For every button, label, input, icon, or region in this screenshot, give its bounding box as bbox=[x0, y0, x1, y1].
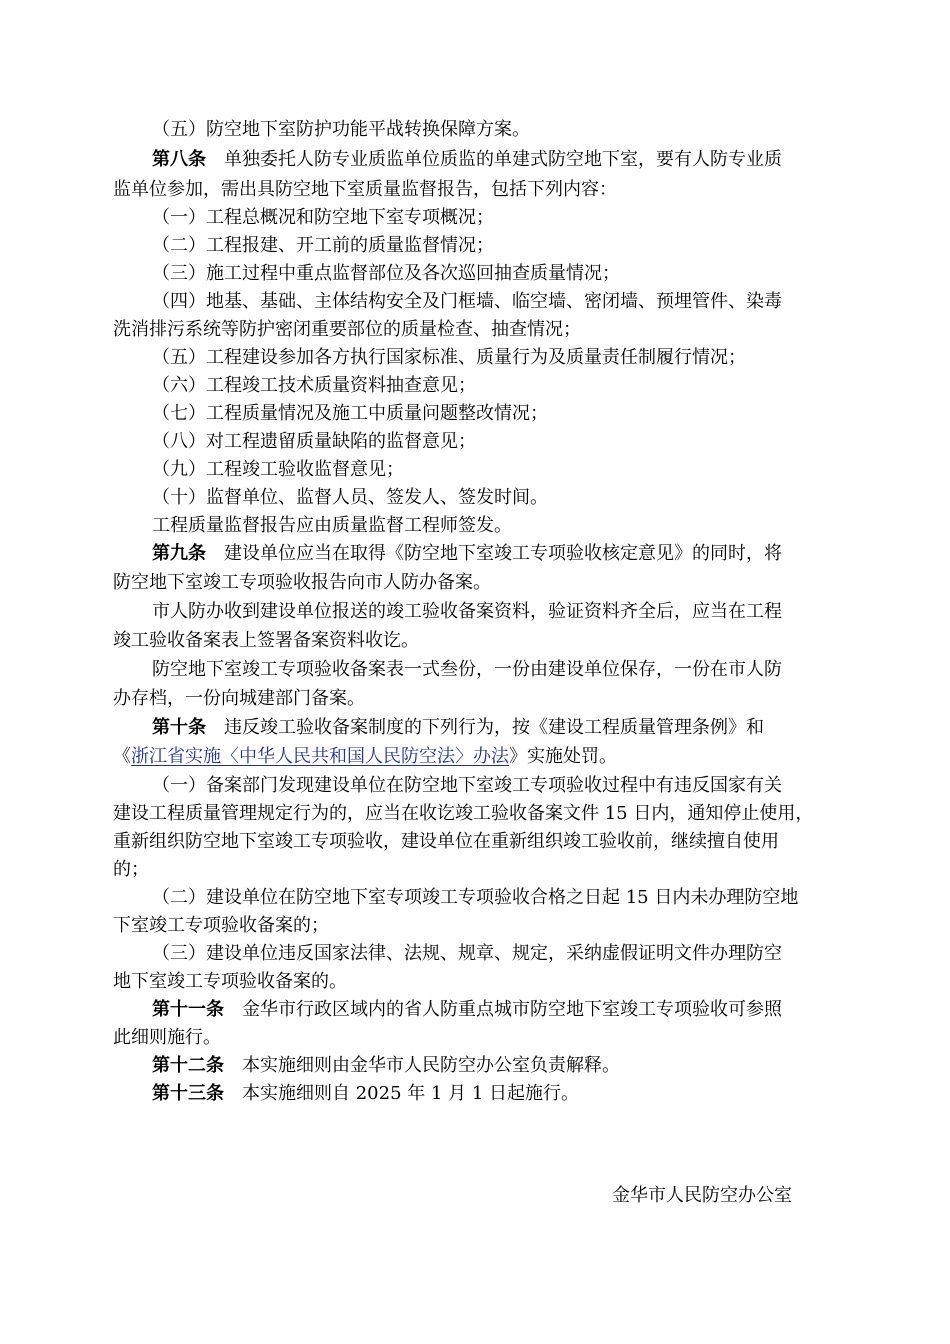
article-9-para-3-continuation: 办存档，一份向城建部门备案。 bbox=[113, 688, 365, 709]
article-8-item-1: （一）工程总概况和防空地下室专项概况； bbox=[152, 207, 494, 228]
article-8-first-line bbox=[152, 148, 872, 172]
article-13-text: 本实施细则自 2025 年 1 月 1 日起施行。 bbox=[242, 1083, 580, 1104]
article-8-item-5: （五）工程建设参加各方执行国家标准、质量行为及质量责任制履行情况； bbox=[152, 347, 746, 368]
article-11-continuation: 此细则施行。 bbox=[113, 1027, 221, 1048]
article-13-heading: 第十三条 bbox=[152, 1083, 224, 1104]
article-12-heading: 第十二条 bbox=[152, 1055, 224, 1076]
article-10-item-1-line-4: 的； bbox=[113, 859, 149, 880]
article-10-item-2-continuation: 下室竣工专项验收备案的； bbox=[113, 915, 329, 936]
article-8-item-6: （六）工程竣工技术质量资料抽查意见； bbox=[152, 375, 476, 396]
article-8-text: 单独委托人防专业质监单位质监的单建式防空地下室，要有人防专业质 bbox=[224, 149, 782, 170]
article-13-line bbox=[152, 1082, 872, 1106]
article-8-item-4: （四）地基、基础、主体结构安全及门框墙、临空墙、密闭墙、预埋管件、染毒 bbox=[152, 291, 782, 312]
article-10-item-3: （三）建设单位违反国家法律、法规、规章、规定，采纳虚假证明文件办理防空 bbox=[152, 943, 782, 964]
article-9-heading: 第九条 bbox=[152, 543, 206, 564]
regulation-link[interactable]: 浙江省实施〈中华人民共和国人民防空法〉办法 bbox=[131, 746, 509, 767]
article-8-item-3: （三）施工过程中重点监督部位及各次巡回抽查质量情况； bbox=[152, 263, 620, 284]
article-10-item-3-continuation: 地下室竣工专项验收备案的。 bbox=[113, 971, 347, 992]
article-10-continuation bbox=[113, 745, 833, 769]
article-10-text: 违反竣工验收备案制度的下列行为，按《建设工程质量管理条例》和 bbox=[224, 717, 764, 738]
article-12-line bbox=[152, 1054, 872, 1078]
issuer-signature: 金华市人民防空办公室 bbox=[612, 1185, 792, 1206]
article-8-item-10: （十）监督单位、监督人员、签发人、签发时间。 bbox=[152, 487, 548, 508]
article-10-heading: 第十条 bbox=[152, 717, 206, 738]
article-8-continuation: 监单位参加，需出具防空地下室质量监督报告，包括下列内容： bbox=[113, 179, 617, 200]
article-9-para-3: 防空地下室竣工专项验收备案表一式叁份，一份由建设单位保存，一份在市人防 bbox=[152, 659, 782, 680]
article-8-closing: 工程质量监督报告应由质量监督工程师签发。 bbox=[152, 515, 512, 536]
article-10-item-2: （二）建设单位在防空地下室专项竣工专项验收合格之日起 15 日内未办理防空地 bbox=[152, 887, 799, 908]
article-10-rest: 》实施处罚。 bbox=[509, 746, 617, 767]
article-8-item-8: （八）对工程遗留质量缺陷的监督意见； bbox=[152, 431, 476, 452]
article-12-text: 本实施细则由金华市人民防空办公室负责解释。 bbox=[242, 1055, 620, 1076]
article-8-item-2: （二）工程报建、开工前的质量监督情况； bbox=[152, 235, 494, 256]
article-8-item-4-continuation: 洗消排污系统等防护密闭重要部位的质量检查、抽查情况； bbox=[113, 319, 581, 340]
article-11-first-line bbox=[152, 998, 872, 1022]
article-8-item-7: （七）工程质量情况及施工中质量问题整改情况； bbox=[152, 403, 548, 424]
article-9-para-2: 市人防办收到建设单位报送的竣工验收备案资料，验证资料齐全后，应当在工程 bbox=[152, 601, 782, 622]
article-10-bracket: 《 bbox=[113, 746, 131, 767]
article-11-text: 金华市行政区域内的省人防重点城市防空地下室竣工专项验收可参照 bbox=[242, 999, 782, 1020]
article-11-heading: 第十一条 bbox=[152, 999, 224, 1020]
article-9-continuation: 防空地下室竣工专项验收报告向市人防办备案。 bbox=[113, 572, 491, 593]
article-8-item-9: （九）工程竣工验收监督意见； bbox=[152, 459, 404, 480]
clause-7-item-5: （五）防空地下室防护功能平战转换保障方案。 bbox=[152, 119, 530, 140]
article-10-item-1-line-2: 建设工程质量管理规定行为的，应当在收讫竣工验收备案文件 15 日内，通知停止使用， bbox=[113, 803, 814, 824]
article-8-heading: 第八条 bbox=[152, 149, 206, 170]
article-9-first-line bbox=[152, 542, 872, 566]
article-9-para-2-continuation: 竣工验收备案表上签署备案资料收讫。 bbox=[113, 630, 419, 651]
article-10-first-line bbox=[152, 716, 872, 740]
article-10-item-1: （一）备案部门发现建设单位在防空地下室竣工专项验收过程中有违反国家有关 bbox=[152, 775, 782, 796]
article-10-item-1-line-3: 重新组织防空地下室竣工专项验收，建设单位在重新组织竣工验收前，继续擅自使用 bbox=[113, 831, 779, 852]
article-9-text: 建设单位应当在取得《防空地下室竣工专项验收核定意见》的同时，将 bbox=[224, 543, 782, 564]
